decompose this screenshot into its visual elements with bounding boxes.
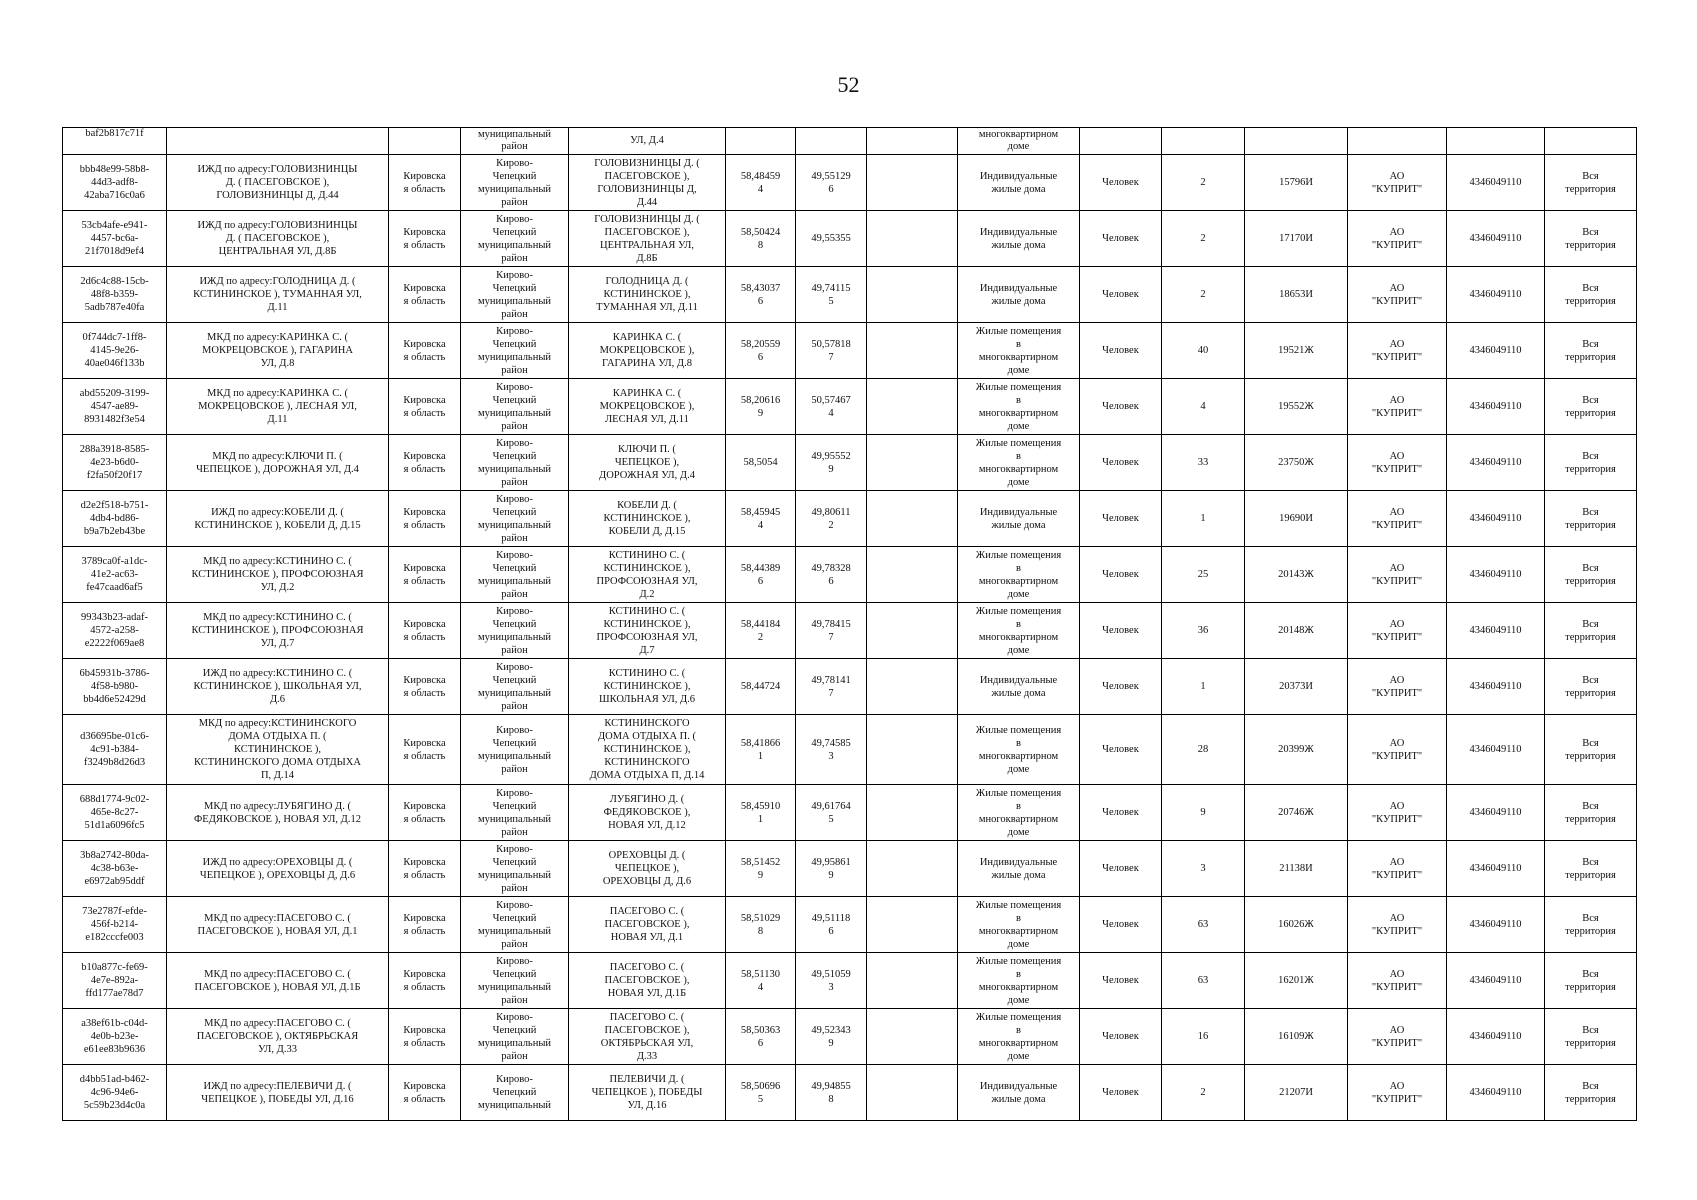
object-name: МКД по адресу:КАРИНКА С. ( МОКРЕЦОВСКОЕ ), ЛЕСНАЯ УЛ, Д.11: [167, 379, 389, 435]
count: 1: [1162, 491, 1245, 547]
table-row: [63, 715, 1637, 785]
region: Кировска я область: [389, 841, 461, 897]
extra-cell: [867, 603, 958, 659]
territory: Вся территория: [1545, 715, 1637, 785]
unit: Человек: [1080, 379, 1162, 435]
object-name: МКД по адресу:ПАСЕГОВО С. ( ПАСЕГОВСКОЕ ), НОВАЯ УЛ, Д.1Б: [167, 953, 389, 1009]
region: Кировска я область: [389, 785, 461, 841]
region: Кировска я область: [389, 155, 461, 211]
unit: Человек: [1080, 841, 1162, 897]
unit: Человек: [1080, 155, 1162, 211]
inn: 4346049110: [1447, 1065, 1545, 1121]
region: Кировска я область: [389, 603, 461, 659]
longitude: 49,78415 7: [796, 603, 867, 659]
housing-type: Жилые помещения в многоквартирном доме: [958, 323, 1080, 379]
organization: [1348, 128, 1447, 155]
longitude: 49,74115 5: [796, 267, 867, 323]
count: 2: [1162, 155, 1245, 211]
code: [1245, 128, 1348, 155]
district: Кирово- Чепецкий муниципальный район: [461, 547, 569, 603]
latitude: 58,50363 6: [726, 1009, 796, 1065]
count: 40: [1162, 323, 1245, 379]
housing-type: Жилые помещения в многоквартирном доме: [958, 953, 1080, 1009]
unit: Человек: [1080, 491, 1162, 547]
row-id: 99343b23-adaf- 4572-a258- e2222f069ae8: [63, 603, 167, 659]
district: Кирово- Чепецкий муниципальный район: [461, 267, 569, 323]
inn: 4346049110: [1447, 1009, 1545, 1065]
extra-cell: [867, 267, 958, 323]
unit: Человек: [1080, 435, 1162, 491]
longitude: 49,61764 5: [796, 785, 867, 841]
longitude: 49,94855 8: [796, 1065, 867, 1121]
extra-cell: [867, 715, 958, 785]
unit: Человек: [1080, 785, 1162, 841]
row-id: abd55209-3199- 4547-ae89- 8931482f3e54: [63, 379, 167, 435]
latitude: 58,50424 8: [726, 211, 796, 267]
address: УЛ, Д.4: [569, 128, 726, 155]
object-name: МКД по адресу:ЛУБЯГИНО Д. ( ФЕДЯКОВСКОЕ ), НОВАЯ УЛ, Д.12: [167, 785, 389, 841]
territory: Вся территория: [1545, 785, 1637, 841]
address: КСТИНИНО С. ( КСТИНИНСКОЕ ), ПРОФСОЮЗНАЯ УЛ, Д.2: [569, 547, 726, 603]
unit: Человек: [1080, 211, 1162, 267]
inn: 4346049110: [1447, 379, 1545, 435]
housing-type: Жилые помещения в многоквартирном доме: [958, 1009, 1080, 1065]
longitude: 49,55355: [796, 211, 867, 267]
longitude: 50,57818 7: [796, 323, 867, 379]
object-name: МКД по адресу:КСТИНИНО С. ( КСТИНИНСКОЕ ), ПРОФСОЮЗНАЯ УЛ, Д.7: [167, 603, 389, 659]
page-number: 52: [837, 72, 860, 97]
region: Кировска я область: [389, 715, 461, 785]
row-id: 3789ca0f-a1dc- 41e2-ac63- fe47caad6af5: [63, 547, 167, 603]
district: муниципальный район: [461, 128, 569, 155]
longitude: 49,51118 6: [796, 897, 867, 953]
table-row: [63, 491, 1637, 547]
table-row-continued: [63, 128, 1637, 155]
row-id: b10a877c-fe69- 4e7e-892a- ffd177ae78d7: [63, 953, 167, 1009]
object-name: МКД по адресу:КЛЮЧИ П. ( ЧЕПЕЦКОЕ ), ДОРОЖНАЯ УЛ, Д.4: [167, 435, 389, 491]
count: [1162, 128, 1245, 155]
count: 4: [1162, 379, 1245, 435]
inn: 4346049110: [1447, 155, 1545, 211]
object-name: ИЖД по адресу:ГОЛОВИЗНИНЦЫ Д. ( ПАСЕГОВСКОЕ ), ЦЕНТРАЛЬНАЯ УЛ, Д.8Б: [167, 211, 389, 267]
unit: Человек: [1080, 1009, 1162, 1065]
latitude: 58,20559 6: [726, 323, 796, 379]
extra-cell: [867, 491, 958, 547]
extra-cell: [867, 211, 958, 267]
address: КАРИНКА С. ( МОКРЕЦОВСКОЕ ), ЛЕСНАЯ УЛ, Д.11: [569, 379, 726, 435]
code: 17170И: [1245, 211, 1348, 267]
housing-type: Индивидуальные жилые дома: [958, 1065, 1080, 1121]
district: Кирово- Чепецкий муниципальный: [461, 1065, 569, 1121]
latitude: 58,51029 8: [726, 897, 796, 953]
housing-type: Индивидуальные жилые дома: [958, 267, 1080, 323]
code: 19521Ж: [1245, 323, 1348, 379]
latitude: 58,45910 1: [726, 785, 796, 841]
row-id: 2d6c4c88-15cb- 48f8-b359- 5adb787e40fa: [63, 267, 167, 323]
row-id: d36695be-01c6- 4c91-b384- f3249b8d26d3: [63, 715, 167, 785]
organization: АО "КУПРИТ": [1348, 267, 1447, 323]
latitude: 58,51452 9: [726, 841, 796, 897]
count: 63: [1162, 953, 1245, 1009]
housing-type: Жилые помещения в многоквартирном доме: [958, 547, 1080, 603]
object-name: ИЖД по адресу:ОРЕХОВЦЫ Д. ( ЧЕПЕЦКОЕ ), ОРЕХОВЦЫ Д, Д.6: [167, 841, 389, 897]
count: 1: [1162, 659, 1245, 715]
organization: АО "КУПРИТ": [1348, 323, 1447, 379]
extra-cell: [867, 659, 958, 715]
organization: АО "КУПРИТ": [1348, 435, 1447, 491]
code: 20373И: [1245, 659, 1348, 715]
inn: 4346049110: [1447, 897, 1545, 953]
object-name: [167, 128, 389, 155]
address: КАРИНКА С. ( МОКРЕЦОВСКОЕ ), ГАГАРИНА УЛ, Д.8: [569, 323, 726, 379]
table-row: [63, 547, 1637, 603]
extra-cell: [867, 897, 958, 953]
inn: 4346049110: [1447, 953, 1545, 1009]
extra-cell: [867, 841, 958, 897]
region: Кировска я область: [389, 897, 461, 953]
table-row: [63, 841, 1637, 897]
count: 2: [1162, 267, 1245, 323]
table-row: [63, 1065, 1637, 1121]
extra-cell: [867, 547, 958, 603]
table-row: [63, 953, 1637, 1009]
inn: 4346049110: [1447, 841, 1545, 897]
object-name: ИЖД по адресу:ГОЛОВИЗНИНЦЫ Д. ( ПАСЕГОВСКОЕ ), ГОЛОВИЗНИНЦЫ Д, Д.44: [167, 155, 389, 211]
count: 63: [1162, 897, 1245, 953]
district: Кирово- Чепецкий муниципальный район: [461, 491, 569, 547]
longitude: 49,95552 9: [796, 435, 867, 491]
table-row: [63, 1009, 1637, 1065]
code: 19552Ж: [1245, 379, 1348, 435]
code: 16201Ж: [1245, 953, 1348, 1009]
organization: АО "КУПРИТ": [1348, 1009, 1447, 1065]
district: Кирово- Чепецкий муниципальный район: [461, 897, 569, 953]
housing-type: Индивидуальные жилые дома: [958, 211, 1080, 267]
housing-type: Жилые помещения в многоквартирном доме: [958, 603, 1080, 659]
code: 20148Ж: [1245, 603, 1348, 659]
latitude: 58,20616 9: [726, 379, 796, 435]
district: Кирово- Чепецкий муниципальный район: [461, 603, 569, 659]
region: Кировска я область: [389, 435, 461, 491]
district: Кирово- Чепецкий муниципальный район: [461, 841, 569, 897]
inn: 4346049110: [1447, 603, 1545, 659]
region: [389, 128, 461, 155]
row-id: d2e2f518-b751- 4db4-bd86- b9a7b2eb43be: [63, 491, 167, 547]
latitude: 58,45945 4: [726, 491, 796, 547]
unit: [1080, 128, 1162, 155]
organization: АО "КУПРИТ": [1348, 715, 1447, 785]
organization: АО "КУПРИТ": [1348, 379, 1447, 435]
extra-cell: [867, 435, 958, 491]
region: Кировска я область: [389, 659, 461, 715]
inn: 4346049110: [1447, 435, 1545, 491]
address: ОРЕХОВЦЫ Д. ( ЧЕПЕЦКОЕ ), ОРЕХОВЦЫ Д, Д.6: [569, 841, 726, 897]
unit: Человек: [1080, 267, 1162, 323]
unit: Человек: [1080, 659, 1162, 715]
extra-cell: [867, 323, 958, 379]
latitude: 58,41866 1: [726, 715, 796, 785]
district: Кирово- Чепецкий муниципальный район: [461, 155, 569, 211]
unit: Человек: [1080, 715, 1162, 785]
address: ПАСЕГОВО С. ( ПАСЕГОВСКОЕ ), НОВАЯ УЛ, Д.1: [569, 897, 726, 953]
address: ПАСЕГОВО С. ( ПАСЕГОВСКОЕ ), НОВАЯ УЛ, Д.1Б: [569, 953, 726, 1009]
territory: Вся территория: [1545, 1065, 1637, 1121]
count: 2: [1162, 211, 1245, 267]
longitude: 49,51059 3: [796, 953, 867, 1009]
code: 16109Ж: [1245, 1009, 1348, 1065]
object-name: МКД по адресу:КАРИНКА С. ( МОКРЕЦОВСКОЕ ), ГАГАРИНА УЛ, Д.8: [167, 323, 389, 379]
unit: Человек: [1080, 953, 1162, 1009]
object-name: ИЖД по адресу:КСТИНИНО С. ( КСТИНИНСКОЕ ), ШКОЛЬНАЯ УЛ, Д.6: [167, 659, 389, 715]
data-table: [62, 127, 1637, 1121]
inn: [1447, 128, 1545, 155]
latitude: 58,51130 4: [726, 953, 796, 1009]
district: Кирово- Чепецкий муниципальный район: [461, 953, 569, 1009]
row-id: 53cb4afe-e941- 4457-bc6a- 21f7018d9ef4: [63, 211, 167, 267]
extra-cell: [867, 785, 958, 841]
extra-cell: [867, 953, 958, 1009]
longitude: [796, 128, 867, 155]
unit: Человек: [1080, 547, 1162, 603]
address: ЛУБЯГИНО Д. ( ФЕДЯКОВСКОЕ ), НОВАЯ УЛ, Д.12: [569, 785, 726, 841]
longitude: 49,78328 6: [796, 547, 867, 603]
table-row: [63, 267, 1637, 323]
address: ГОЛОВИЗНИНЦЫ Д. ( ПАСЕГОВСКОЕ ), ГОЛОВИЗНИНЦЫ Д, Д.44: [569, 155, 726, 211]
longitude: 49,78141 7: [796, 659, 867, 715]
count: 36: [1162, 603, 1245, 659]
row-id: d4bb51ad-b462- 4c96-94e6- 5c59b23d4c0a: [63, 1065, 167, 1121]
object-name: МКД по адресу:ПАСЕГОВО С. ( ПАСЕГОВСКОЕ ), ОКТЯБРЬСКАЯ УЛ, Д.33: [167, 1009, 389, 1065]
code: 18653И: [1245, 267, 1348, 323]
housing-type: Жилые помещения в многоквартирном доме: [958, 785, 1080, 841]
longitude: 49,95861 9: [796, 841, 867, 897]
count: 33: [1162, 435, 1245, 491]
latitude: 58,44389 6: [726, 547, 796, 603]
region: Кировска я область: [389, 379, 461, 435]
organization: АО "КУПРИТ": [1348, 603, 1447, 659]
housing-type: Индивидуальные жилые дома: [958, 841, 1080, 897]
district: Кирово- Чепецкий муниципальный район: [461, 659, 569, 715]
longitude: 49,55129 6: [796, 155, 867, 211]
longitude: 49,80611 2: [796, 491, 867, 547]
district: Кирово- Чепецкий муниципальный район: [461, 379, 569, 435]
territory: Вся территория: [1545, 211, 1637, 267]
count: 28: [1162, 715, 1245, 785]
extra-cell: [867, 1065, 958, 1121]
object-name: ИЖД по адресу:ПЕЛЕВИЧИ Д. ( ЧЕПЕЦКОЕ ), ПОБЕДЫ УЛ, Д.16: [167, 1065, 389, 1121]
row-id: a38ef61b-c04d- 4e0b-b23e- e61ee83b9636: [63, 1009, 167, 1065]
housing-type: Индивидуальные жилые дома: [958, 491, 1080, 547]
count: 3: [1162, 841, 1245, 897]
address: КЛЮЧИ П. ( ЧЕПЕЦКОЕ ), ДОРОЖНАЯ УЛ, Д.4: [569, 435, 726, 491]
inn: 4346049110: [1447, 323, 1545, 379]
latitude: [726, 128, 796, 155]
organization: АО "КУПРИТ": [1348, 659, 1447, 715]
address: КСТИНИНСКОГО ДОМА ОТДЫХА П. ( КСТИНИНСКОЕ ), КСТИНИНСКОГО ДОМА ОТДЫХА П, Д.14: [569, 715, 726, 785]
object-name: МКД по адресу:КСТИНИНО С. ( КСТИНИНСКОЕ ), ПРОФСОЮЗНАЯ УЛ, Д.2: [167, 547, 389, 603]
region: Кировска я область: [389, 491, 461, 547]
address: ГОЛОДНИЦА Д. ( КСТИНИНСКОЕ ), ТУМАННАЯ УЛ, Д.11: [569, 267, 726, 323]
territory: Вся территория: [1545, 267, 1637, 323]
latitude: 58,5054: [726, 435, 796, 491]
code: 21207И: [1245, 1065, 1348, 1121]
code: 20143Ж: [1245, 547, 1348, 603]
territory: Вся территория: [1545, 953, 1637, 1009]
inn: 4346049110: [1447, 715, 1545, 785]
territory: Вся территория: [1545, 897, 1637, 953]
code: 20399Ж: [1245, 715, 1348, 785]
address: КСТИНИНО С. ( КСТИНИНСКОЕ ), ШКОЛЬНАЯ УЛ, Д.6: [569, 659, 726, 715]
row-id: 0f744dc7-1ff8- 4145-9e26- 40ae046f133b: [63, 323, 167, 379]
object-name: ИЖД по адресу:ГОЛОДНИЦА Д. ( КСТИНИНСКОЕ ), ТУМАННАЯ УЛ, Д.11: [167, 267, 389, 323]
district: Кирово- Чепецкий муниципальный район: [461, 323, 569, 379]
region: Кировска я область: [389, 211, 461, 267]
inn: 4346049110: [1447, 547, 1545, 603]
inn: 4346049110: [1447, 211, 1545, 267]
table-row: [63, 603, 1637, 659]
region: Кировска я область: [389, 267, 461, 323]
region: Кировска я область: [389, 953, 461, 1009]
table-row: [63, 211, 1637, 267]
latitude: 58,44724: [726, 659, 796, 715]
table-row: [63, 155, 1637, 211]
latitude: 58,48459 4: [726, 155, 796, 211]
address: КСТИНИНО С. ( КСТИНИНСКОЕ ), ПРОФСОЮЗНАЯ УЛ, Д.7: [569, 603, 726, 659]
extra-cell: [867, 1009, 958, 1065]
latitude: 58,43037 6: [726, 267, 796, 323]
organization: АО "КУПРИТ": [1348, 785, 1447, 841]
longitude: 50,57467 4: [796, 379, 867, 435]
housing-type: Жилые помещения в многоквартирном доме: [958, 715, 1080, 785]
code: 23750Ж: [1245, 435, 1348, 491]
organization: АО "КУПРИТ": [1348, 953, 1447, 1009]
housing-type: Жилые помещения в многоквартирном доме: [958, 379, 1080, 435]
territory: Вся территория: [1545, 491, 1637, 547]
region: Кировска я область: [389, 323, 461, 379]
territory: Вся территория: [1545, 603, 1637, 659]
unit: Человек: [1080, 1065, 1162, 1121]
territory: Вся территория: [1545, 547, 1637, 603]
table-row: [63, 379, 1637, 435]
code: 19690И: [1245, 491, 1348, 547]
extra-cell: [867, 155, 958, 211]
inn: 4346049110: [1447, 659, 1545, 715]
row-id: 6b45931b-3786- 4f58-b980- bb4d6e52429d: [63, 659, 167, 715]
row-id: baf2b817c71f: [63, 128, 167, 155]
housing-type: Индивидуальные жилые дома: [958, 659, 1080, 715]
row-id: 688d1774-9c02- 465e-8c27- 51d1a6096fc5: [63, 785, 167, 841]
territory: Вся территория: [1545, 379, 1637, 435]
organization: АО "КУПРИТ": [1348, 211, 1447, 267]
code: 21138И: [1245, 841, 1348, 897]
extra-cell: [867, 128, 958, 155]
inn: 4346049110: [1447, 785, 1545, 841]
territory: Вся территория: [1545, 841, 1637, 897]
inn: 4346049110: [1447, 267, 1545, 323]
object-name: МКД по адресу:ПАСЕГОВО С. ( ПАСЕГОВСКОЕ ), НОВАЯ УЛ, Д.1: [167, 897, 389, 953]
organization: АО "КУПРИТ": [1348, 1065, 1447, 1121]
row-id: bbb48e99-58b8- 44d3-adf8- 42aba716c0a6: [63, 155, 167, 211]
code: 15796И: [1245, 155, 1348, 211]
organization: АО "КУПРИТ": [1348, 155, 1447, 211]
territory: Вся территория: [1545, 435, 1637, 491]
latitude: 58,44184 2: [726, 603, 796, 659]
object-name: МКД по адресу:КСТИНИНСКОГО ДОМА ОТДЫХА П. ( КСТИНИНСКОЕ ), КСТИНИНСКОГО ДОМА ОТДЫХА П, Д.14: [167, 715, 389, 785]
organization: АО "КУПРИТ": [1348, 547, 1447, 603]
organization: АО "КУПРИТ": [1348, 491, 1447, 547]
region: Кировска я область: [389, 547, 461, 603]
organization: АО "КУПРИТ": [1348, 897, 1447, 953]
row-id: 73e2787f-efde- 456f-b214- e182cccfe003: [63, 897, 167, 953]
address: ПАСЕГОВО С. ( ПАСЕГОВСКОЕ ), ОКТЯБРЬСКАЯ УЛ, Д.33: [569, 1009, 726, 1065]
latitude: 58,50696 5: [726, 1065, 796, 1121]
territory: Вся территория: [1545, 155, 1637, 211]
object-name: ИЖД по адресу:КОБЕЛИ Д. ( КСТИНИНСКОЕ ), КОБЕЛИ Д, Д.15: [167, 491, 389, 547]
row-id: 288a3918-8585- 4e23-b6d0- f2fa50f20f17: [63, 435, 167, 491]
table-row: [63, 785, 1637, 841]
table-row: [63, 659, 1637, 715]
inn: 4346049110: [1447, 491, 1545, 547]
district: Кирово- Чепецкий муниципальный район: [461, 1009, 569, 1065]
longitude: 49,52343 9: [796, 1009, 867, 1065]
organization: АО "КУПРИТ": [1348, 841, 1447, 897]
code: 16026Ж: [1245, 897, 1348, 953]
housing-type: Жилые помещения в многоквартирном доме: [958, 897, 1080, 953]
longitude: 49,74585 3: [796, 715, 867, 785]
table-row: [63, 435, 1637, 491]
territory: Вся территория: [1545, 1009, 1637, 1065]
unit: Человек: [1080, 603, 1162, 659]
unit: Человек: [1080, 897, 1162, 953]
region: Кировска я область: [389, 1065, 461, 1121]
district: Кирово- Чепецкий муниципальный район: [461, 211, 569, 267]
address: ГОЛОВИЗНИНЦЫ Д. ( ПАСЕГОВСКОЕ ), ЦЕНТРАЛЬНАЯ УЛ, Д.8Б: [569, 211, 726, 267]
region: Кировска я область: [389, 1009, 461, 1065]
count: 16: [1162, 1009, 1245, 1065]
housing-type: многоквартирном доме: [958, 128, 1080, 155]
address: ПЕЛЕВИЧИ Д. ( ЧЕПЕЦКОЕ ), ПОБЕДЫ УЛ, Д.16: [569, 1065, 726, 1121]
territory: Вся территория: [1545, 659, 1637, 715]
extra-cell: [867, 379, 958, 435]
count: 2: [1162, 1065, 1245, 1121]
district: Кирово- Чепецкий муниципальный район: [461, 715, 569, 785]
district: Кирово- Чепецкий муниципальный район: [461, 435, 569, 491]
district: Кирово- Чепецкий муниципальный район: [461, 785, 569, 841]
count: 25: [1162, 547, 1245, 603]
count: 9: [1162, 785, 1245, 841]
table-row: [63, 897, 1637, 953]
territory: [1545, 128, 1637, 155]
code: 20746Ж: [1245, 785, 1348, 841]
territory: Вся территория: [1545, 323, 1637, 379]
housing-type: Жилые помещения в многоквартирном доме: [958, 435, 1080, 491]
unit: Человек: [1080, 323, 1162, 379]
housing-type: Индивидуальные жилые дома: [958, 155, 1080, 211]
table-row: [63, 323, 1637, 379]
row-id: 3b8a2742-80da- 4c38-b63e- e6972ab95ddf: [63, 841, 167, 897]
address: КОБЕЛИ Д. ( КСТИНИНСКОЕ ), КОБЕЛИ Д, Д.15: [569, 491, 726, 547]
